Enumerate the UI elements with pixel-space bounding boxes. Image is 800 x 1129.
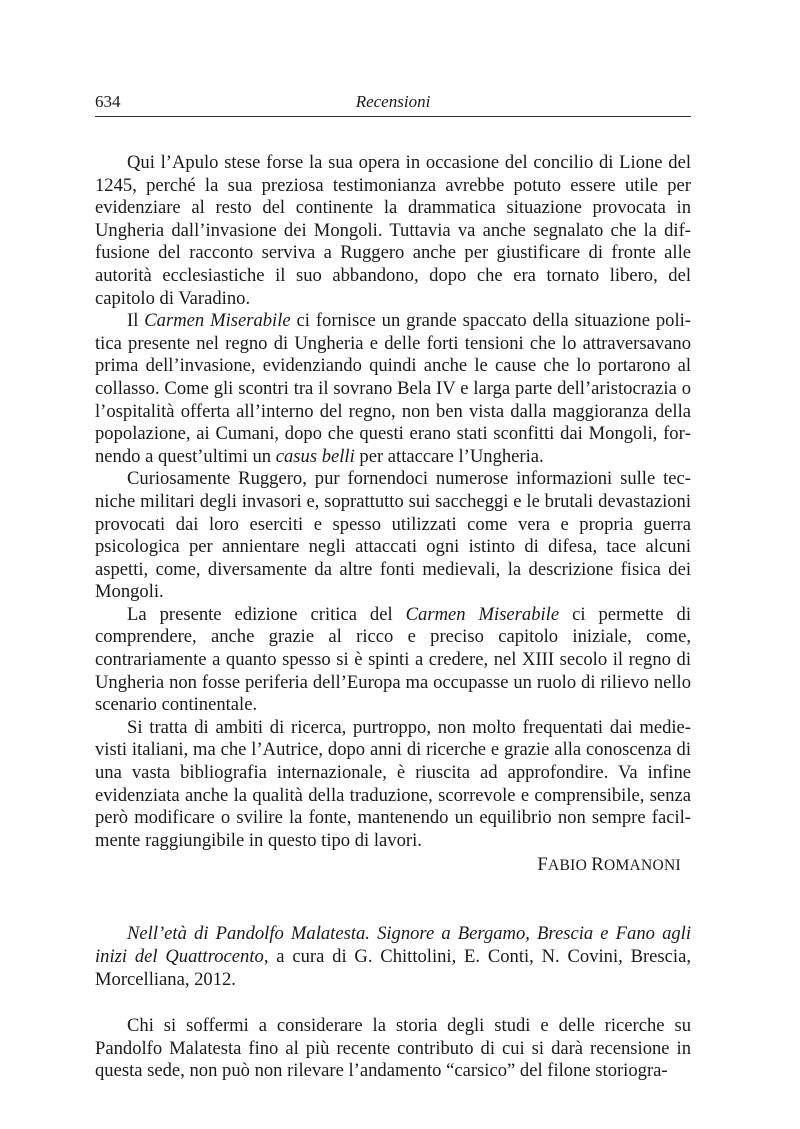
text-run: Il bbox=[127, 310, 145, 332]
book-publication-info: , a cura di G. Chittolini, E. Conti, N. Covini, Brescia, Morcelliana, 2012. bbox=[95, 946, 691, 990]
running-title: Recensioni bbox=[355, 92, 431, 111]
page-number: 634 bbox=[95, 92, 121, 111]
italic-title: Carmen Miserabile bbox=[144, 310, 291, 332]
running-header bbox=[95, 92, 691, 117]
text-run: ci fornisce un grande spaccato della situazione politica presente nel regno di Ungheria e delle forti tensioni che lo attraversavano prima dell’invasione, evidenziando quindi anche le cause che lo portarono al collasso. Come gli scontri tra il sovrano Bela IV e larga parte dell’aristocrazia o l’ospitalità offerta all’interno del regno, non ben vista dalla maggioranza della popolazione, ai Cumani, dopo che questi erano stati sconfitti dai Mongoli, fornendo a quest’ultimi un bbox=[95, 310, 691, 467]
author-initial: R bbox=[591, 854, 604, 876]
page-body bbox=[95, 152, 691, 1083]
book-reference bbox=[95, 923, 691, 991]
paragraph: Qui l’Apulo stese forse la sua opera in occasione del concilio di Lione del 1245, perché la sua preziosa testimonianza avrebbe potuto essere utile per evidenziare al resto del continente la drammatica situazione provocata in Ungheria dall’invasione dei Mongoli. Tuttavia va anche segnalato che la diffusione del racconto serviva a Ruggero anche per giustificare di fronte alle autorità ecclesiastiche il suo abbandono, dopo che era tornato libero, del capitolo di Varadino. bbox=[95, 152, 691, 309]
book-title: Nell’età di Pandolfo Malatesta. Signore a Bergamo, Brescia e Fano agli inizi del Quattrocento bbox=[95, 923, 691, 967]
review-author bbox=[95, 854, 691, 877]
author-smallcaps: ABIO bbox=[548, 857, 588, 875]
author-initial: F bbox=[537, 854, 548, 876]
paragraph bbox=[95, 310, 691, 468]
paragraph: Chi si soffermi a considerare la storia degli studi e delle ricerche su Pandolfo Malatesta fino al più recente contributo di cui si darà recensione in questa sede, non può non rilevare l’andamento “carsico” del filone storiogra- bbox=[95, 1015, 691, 1082]
paragraph bbox=[95, 604, 691, 717]
italic-title: Carmen Miserabile bbox=[405, 603, 560, 625]
text-run: ci permette di comprendere, anche grazie al ricco e preciso capitolo iniziale, come, contrariamente a quanto spesso si è spinti a credere, nel XIII secolo il regno di Ungheria non fosse periferia dell’Europa ma occupasse un ruolo di rilievo nello scenario continentale. bbox=[95, 603, 691, 716]
paragraph: Curiosamente Ruggero, pur fornendoci numerose informazioni sulle tecniche militari degli invasori e, soprattutto sui saccheggi e le brutali devastazioni provocati dai loro eserciti e spesso utilizzati come vera e propria guerra psicologica per annientare negli attaccati ogni istinto di difesa, tace alcuni aspetti, come, diversamente da altre fonti medievali, la descrizione fisica dei Mongoli. bbox=[95, 468, 691, 603]
text-run: per attaccare l’Ungheria. bbox=[354, 445, 544, 467]
author-smallcaps: OMANONI bbox=[603, 857, 681, 875]
paragraph: Si tratta di ambiti di ricerca, purtroppo, non molto frequentati dai medievisti italiani, ma che l’Autrice, dopo anni di ricerche e grazie alla conoscenza di una vasta bibliografia internazionale, è riuscita ad approfondire. Va infine evidenziata anche la qualità della traduzione, scorrevole e comprensibile, senza però modificare o svilire la fonte, mantenendo un equilibrio non sempre facilmente raggiungibile in questo tipo di lavori. bbox=[95, 716, 691, 851]
text-run: La presente edizione critica del bbox=[127, 603, 406, 625]
italic-term: casus belli bbox=[275, 445, 355, 467]
